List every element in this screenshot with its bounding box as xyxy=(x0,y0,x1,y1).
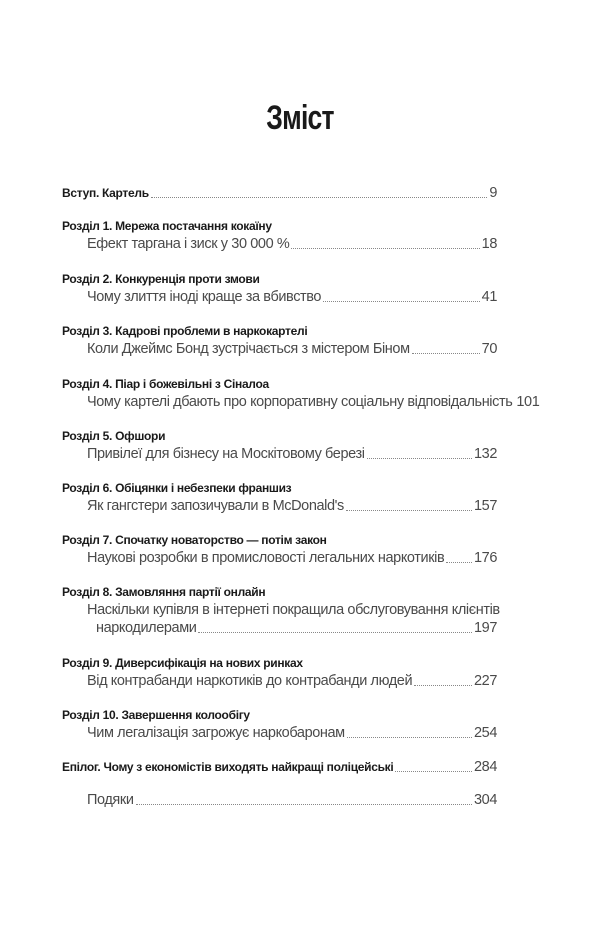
toc-entry-chapter-9[interactable] xyxy=(87,672,497,690)
chapter-heading: Розділ 10. Завершення колообігу xyxy=(62,708,250,722)
chapter-heading: Розділ 4. Піар і божевільні з Сіналоа xyxy=(62,377,269,391)
entry-label: Чим легалізація загрожує наркобаронам xyxy=(87,725,345,741)
toc-entry-chapter-2[interactable] xyxy=(87,288,497,306)
page-number: 304 xyxy=(474,792,497,808)
dot-leader xyxy=(347,737,472,738)
entry-label[interactable]: Наскільки купівля в інтернеті покращила обслуговування клієнтів xyxy=(87,602,500,618)
toc-entry-chapter-5[interactable] xyxy=(87,445,497,463)
toc-entry-chapter-7[interactable] xyxy=(87,549,497,567)
entry-label: Ефект таргана і зиск у 30 000 % xyxy=(87,236,290,252)
page-number: 254 xyxy=(474,725,497,741)
entry-label: Чому злиття іноді краще за вбивство xyxy=(87,289,322,305)
page-number: 9 xyxy=(489,185,497,201)
dot-leader xyxy=(414,685,472,686)
dot-leader xyxy=(136,804,472,805)
chapter-heading: Розділ 2. Конкуренція проти змови xyxy=(62,272,260,286)
toc-entry-chapter-10[interactable] xyxy=(87,724,497,742)
page-number: 176 xyxy=(474,550,497,566)
chapter-heading: Розділ 5. Офшори xyxy=(62,429,166,443)
chapter-heading: Розділ 3. Кадрові проблеми в наркокартелі xyxy=(62,324,308,338)
dot-leader xyxy=(198,632,472,633)
entry-label: Епілог. Чому з економістів виходять найкращі поліцейські xyxy=(62,760,394,774)
entry-label-continued: наркодилерами xyxy=(96,620,197,636)
page-number: 227 xyxy=(474,673,497,689)
dot-leader xyxy=(395,771,472,772)
page-number: 101 xyxy=(516,394,540,410)
dot-leader xyxy=(367,458,472,459)
dot-leader xyxy=(446,562,472,563)
dot-leader xyxy=(346,510,472,511)
entry-label: Привілеї для бізнесу на Москітовому березі xyxy=(87,446,365,462)
page-title: Зміст xyxy=(266,99,334,137)
entry-label: Від контрабанди наркотиків до контрабанди людей xyxy=(87,673,413,689)
entry-label: Наукові розробки в промисловості легальних наркотиків xyxy=(87,550,445,566)
entry-label: Коли Джеймс Бонд зустрічається з містером Біном xyxy=(87,341,410,357)
page-number: 70 xyxy=(481,341,497,357)
page-number: 284 xyxy=(474,759,497,775)
toc-entry-chapter-8[interactable] xyxy=(96,619,497,637)
chapter-heading: Розділ 7. Спочатку новаторство — потім закон xyxy=(62,533,327,547)
toc-entry-intro[interactable] xyxy=(62,184,497,202)
toc-entry-chapter-6[interactable] xyxy=(87,497,497,515)
chapter-heading: Розділ 8. Замовляння партії онлайн xyxy=(62,585,266,599)
page-number: 157 xyxy=(474,498,497,514)
chapter-heading: Розділ 9. Диверсифікація на нових ринках xyxy=(62,656,303,670)
entry-label: Подяки xyxy=(87,792,134,808)
toc-entry-chapter-4[interactable] xyxy=(87,393,540,411)
dot-leader xyxy=(412,353,480,354)
entry-label: Чому картелі дбають про корпоративну соціальну відповідальність xyxy=(87,394,513,410)
entry-label: Як гангстери запозичували в McDonald's xyxy=(87,498,344,514)
dot-leader xyxy=(151,197,488,198)
chapter-heading: Розділ 6. Обіцянки і небезпеки франшиз xyxy=(62,481,292,495)
dot-leader xyxy=(291,248,479,249)
toc-entry-epilogue[interactable] xyxy=(62,758,497,776)
page-number: 41 xyxy=(481,289,497,305)
dot-leader xyxy=(323,301,480,302)
toc-entry-chapter-3[interactable] xyxy=(87,340,497,358)
page-number: 18 xyxy=(481,236,497,252)
toc-entry-acknowledgements[interactable] xyxy=(87,791,497,809)
toc-entry-chapter-1[interactable] xyxy=(87,235,497,253)
page-number: 197 xyxy=(474,620,497,636)
chapter-heading: Розділ 1. Мережа постачання кокаїну xyxy=(62,219,272,233)
entry-label: Вступ. Картель xyxy=(62,186,149,200)
page-number: 132 xyxy=(474,446,497,462)
